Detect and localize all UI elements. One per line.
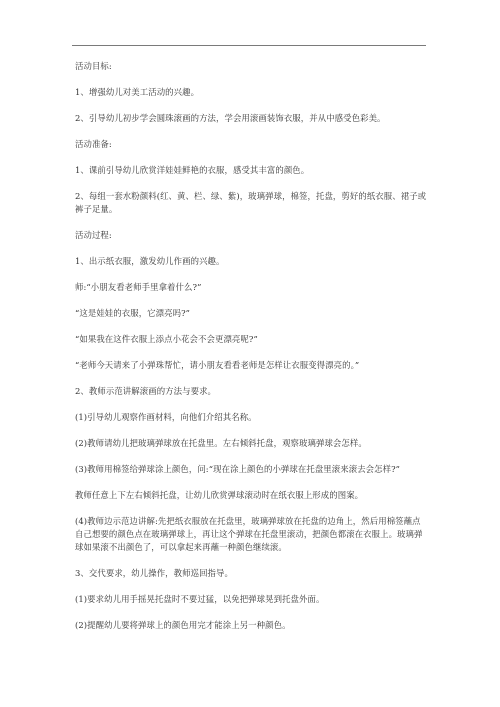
substep-4: (4)教师边示范边讲解:先把纸衣服放在托盘里，玻璃弹球放在托盘的边角上，然后用棉签蘸点自己想要的颜色点在玻璃弹球上，再让这个弹球在托盘里滚动，把颜色都滚在衣服上。玻璃弹球如果滚不出颜色了，可以拿起来再蘸一种颜色继续滚。 xyxy=(75,516,423,552)
dialogue-line-4: “老师今天请来了小弹珠帮忙，请小朋友看看老师是怎样让衣服变得漂亮的。” xyxy=(75,360,360,370)
heading-activity-preparation: 活动准备: xyxy=(75,139,112,149)
process-step-1: 1、出示纸衣服，激发幼儿作画的兴趣。 xyxy=(75,256,225,266)
dialogue-line-2: “这是娃娃的衣服，它漂亮吗?” xyxy=(75,308,191,318)
requirement-2: (2)提醒幼儿要将弹球上的颜色用完才能涂上另一种颜色。 xyxy=(75,620,291,630)
dialogue-line-3: “如果我在这件衣服上添点小花会不会更漂亮呢?” xyxy=(75,334,258,344)
process-step-3: 3、交代要求，幼儿操作，教师巡回指导。 xyxy=(75,568,233,578)
heading-activity-process: 活动过程: xyxy=(75,230,112,240)
heading-activity-goals: 活动目标: xyxy=(75,61,112,71)
document-body xyxy=(75,60,427,645)
preparation-item-2: 2、每组一套水粉颜料(红、黄、栏、绿、紫)，玻璃弹球，棉签，托盘，剪好的纸衣服、裙子或裤子足量。 xyxy=(75,191,427,214)
process-step-2: 2、教师示范讲解滚画的方法与要求。 xyxy=(75,386,217,396)
goal-item-1: 1、增强幼儿对美工活动的兴趣。 xyxy=(75,87,200,97)
preparation-item-1: 1、课前引导幼儿欣赏洋娃娃鲜艳的衣服，感受其丰富的颜色。 xyxy=(75,165,310,175)
dialogue-line-1: 师:“小朋友看老师手里拿着什么?” xyxy=(75,282,202,292)
header-rule xyxy=(72,45,426,46)
requirement-1: (1)要求幼儿用手摇晃托盘时不要过猛，以免把弹球晃到托盘外面。 xyxy=(75,594,325,604)
substep-1: (1)引导幼儿观察作画材料，向他们介绍其名称。 xyxy=(75,412,257,422)
goal-item-2: 2、引导幼儿初步学会圆珠滚画的方法，学会用滚画装饰衣服，并从中感受色彩美。 xyxy=(75,113,386,123)
substep-3-detail: 教师任意上下左右倾斜托盘，让幼儿欣赏弹球滚动时在纸衣服上形成的图案。 xyxy=(75,490,364,500)
substep-2: (2)教师请幼儿把玻璃弹球放在托盘里。左右倾斜托盘，观察玻璃弹球会怎样。 xyxy=(75,438,367,448)
substep-3: (3)教师用棉签给弹球涂上颜色，问:“现在涂上颜色的小弹球在托盘里滚来滚去会怎样?” xyxy=(75,464,401,474)
